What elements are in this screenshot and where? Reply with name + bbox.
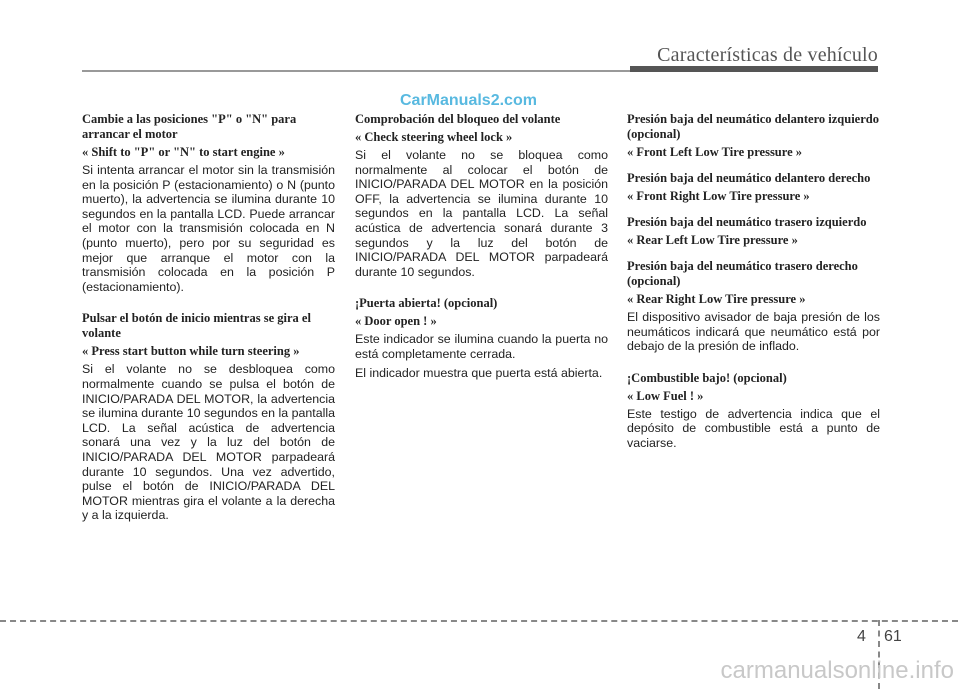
section-subtitle: « Low Fuel ! » xyxy=(627,388,704,403)
chapter-number: 4 xyxy=(857,628,866,645)
page-number: 61 xyxy=(884,628,902,645)
watermark-top: CarManuals2.com xyxy=(400,92,537,109)
watermark-bottom: carmanualsonline.info xyxy=(720,657,954,684)
section-subtitle: « Door open ! » xyxy=(355,314,437,329)
section-heading: ¡Puerta abierta! (opcional) xyxy=(355,296,498,311)
section-paragraph: Si el volante no se desbloquea como normalmente cuando se pulsa el botón de INICIO/PARADA DEL MOTOR, la advertencia se ilumina durante 10 segundos en la pantalla LCD. La señal acústica de advertencia sonará una vez y la luz del botón de INICIO/PARADA DEL MOTOR parpadeará durante 10 segundos. Una vez advertido, pulse el botón de INICIO/PARADA DEL MOTOR mientras gira el volante a la derecha y a la izquierda. xyxy=(82,362,335,523)
section-subtitle: « Front Right Low Tire pressure » xyxy=(627,189,810,203)
section-subtitle: « Check steering wheel lock » xyxy=(355,130,513,144)
section-heading: ¡Combustible bajo! (opcional) xyxy=(627,370,787,385)
section-heading: Cambie a las posiciones "P" o "N" para arrancar el motor xyxy=(82,112,297,141)
column-middle xyxy=(355,112,608,389)
section-heading: Presión baja del neumático delantero derecho xyxy=(627,171,871,185)
section-subtitle: « Rear Left Low Tire pressure » xyxy=(627,233,798,247)
column-right xyxy=(627,112,880,460)
section-paragraph: El dispositivo avisador de baja presión de los neumáticos indicará que neumático está por debajo de la presión de inflado. xyxy=(627,310,880,354)
column-left xyxy=(82,112,335,532)
section-subtitle: « Press start button while turn steering » xyxy=(82,344,300,359)
section-paragraph: Si intenta arrancar el motor sin la transmisión en la posición P (estacionamiento) o N (punto muerto), la advertencia se ilumina durante 10 segundos en la pantalla LCD. Puede arrancar el motor con la transmisión colocada en N (punto muerto), pero por su seguridad es mejor que arranque el motor con la transmisión colocada en la posición P (estacionamiento). xyxy=(82,163,335,294)
section-paragraph: El indicador muestra que puerta está abierta. xyxy=(355,365,603,380)
section-heading: Comprobación del bloqueo del volante xyxy=(355,112,561,126)
header-rule xyxy=(82,70,630,72)
section-heading: Presión baja del neumático trasero derecho (opcional) xyxy=(627,259,858,288)
header-bar xyxy=(630,66,878,72)
section-paragraph: Este testigo de advertencia indica que el depósito de combustible está a punto de vaciarse. xyxy=(627,406,880,450)
section-heading: Presión baja del neumático delantero izquierdo (opcional) xyxy=(627,112,879,141)
section-subtitle: « Shift to "P" or "N" to start engine » xyxy=(82,145,285,159)
section-heading: Presión baja del neumático trasero izquierdo xyxy=(627,215,867,229)
section-heading: Pulsar el botón de inicio mientras se gira el volante xyxy=(82,311,311,341)
section-paragraph: Si el volante no se bloquea como normalmente al colocar el botón de INICIO/PARADA DEL MOTOR en la posición OFF, la advertencia se ilumina durante 10 segundos en la pantalla LCD. La señal acústica de advertencia sonará durante 3 segundos y la luz del botón de INICIO/PARADA DEL MOTOR parpadeará durante 10 segundos. xyxy=(355,148,608,279)
section-paragraph: Este indicador se ilumina cuando la puerta no está completamente cerrada. xyxy=(355,332,608,361)
section-subtitle: « Front Left Low Tire pressure » xyxy=(627,145,802,159)
footer-dashed-rule xyxy=(0,620,958,622)
page-header-title: Características de vehículo xyxy=(657,44,878,66)
section-subtitle: « Rear Right Low Tire pressure » xyxy=(627,292,806,306)
